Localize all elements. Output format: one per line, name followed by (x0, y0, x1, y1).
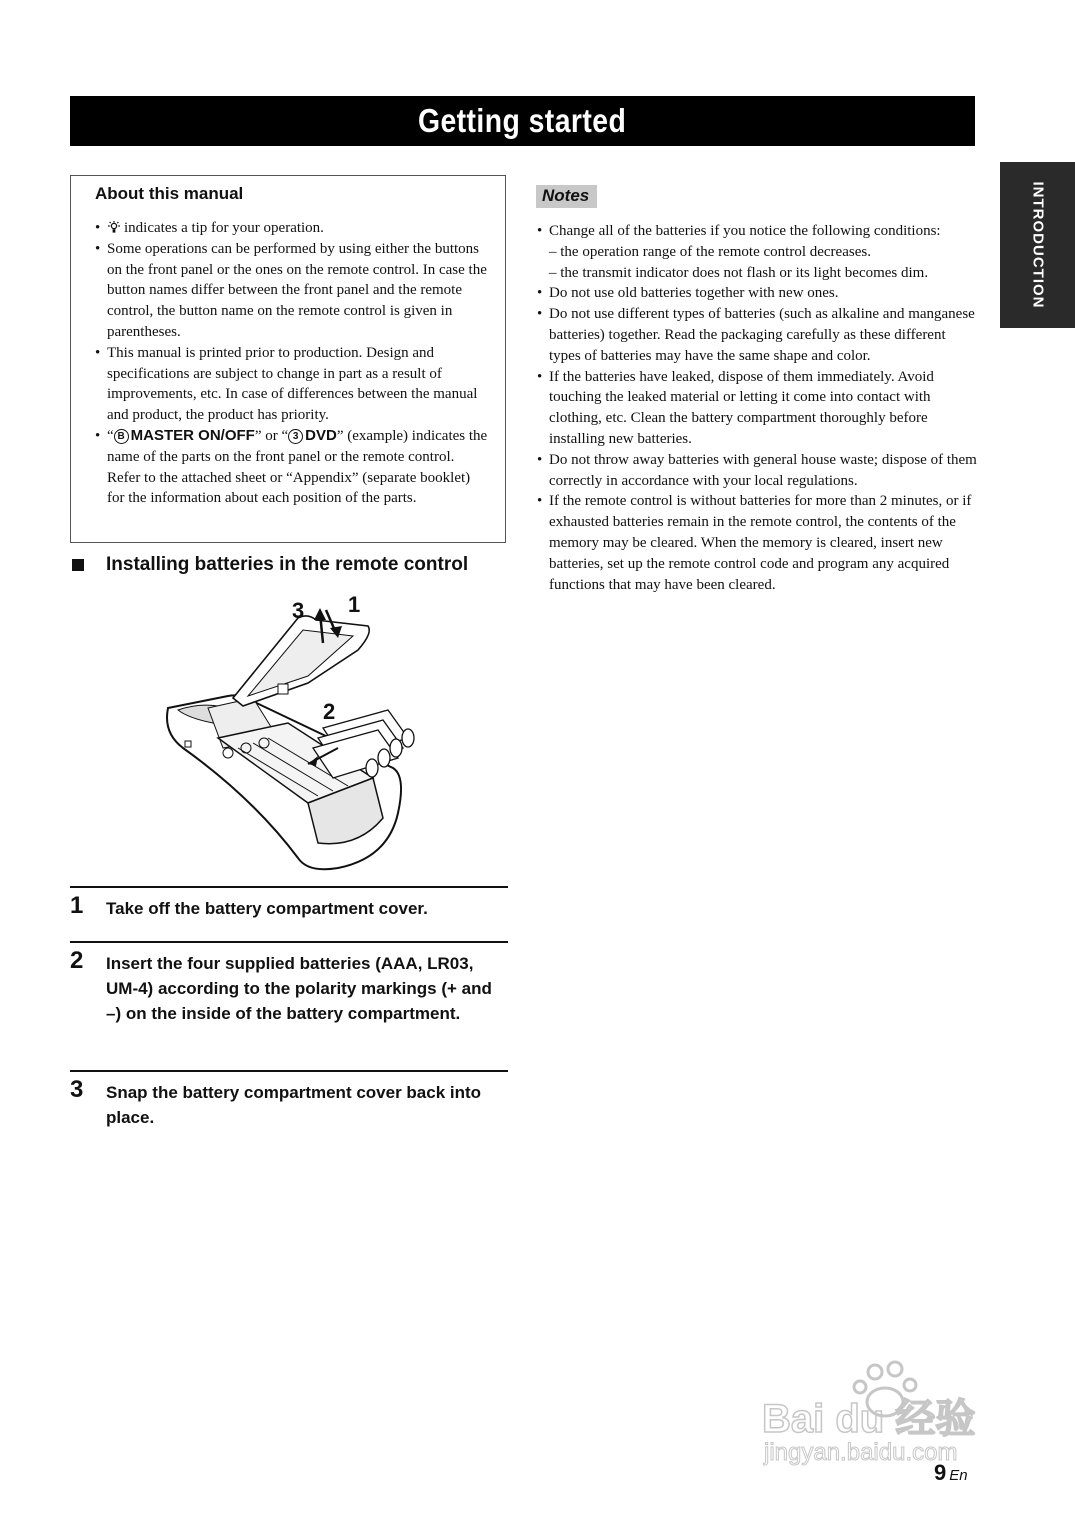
title-bar (70, 96, 975, 146)
baidu-watermark (760, 1357, 1010, 1467)
step-3 (70, 1070, 508, 1130)
notes-label: Notes (536, 185, 597, 208)
list-item: • Do not use old batteries together with new ones. (537, 283, 977, 304)
step-text: Take off the battery compartment cover. (106, 899, 428, 918)
list-item: • Do not throw away batteries with general house waste; dispose of them correctly in accordance with your local regulations. (537, 450, 977, 492)
page-number (934, 1460, 968, 1486)
quote-open: “ (107, 427, 114, 444)
list-item (95, 426, 491, 509)
page-number-value: 9 (934, 1460, 947, 1485)
tip-text: indicates a tip for your operation. (124, 220, 324, 236)
section-tab (1000, 162, 1075, 328)
note-subitem: – the transmit indicator does not flash or its light becomes dim. (549, 264, 929, 281)
notes-list-container (537, 221, 977, 595)
list-item: • If the remote control is without batteries for more than 2 minutes, or if exhausted batteries remain in the remote control, the contents of the memory may be cleared. When the memory is cleared, insert new batteries, set up the remote control code and program any acquired functions that may have been cleared. (537, 491, 977, 595)
step-text: Snap the battery compartment cover back into place. (106, 1083, 482, 1127)
list-item (537, 221, 977, 283)
notes-list (537, 221, 977, 595)
example-name-2: DVD (305, 426, 337, 444)
key-3-icon: 3 (288, 429, 303, 444)
step-1 (70, 886, 508, 921)
step-2 (70, 941, 508, 1026)
step-number: 3 (70, 1076, 84, 1103)
page-lang: En (949, 1467, 968, 1484)
key-b-icon: B (114, 429, 129, 444)
list-item: • Some operations can be performed by using either the buttons on the front panel or the ones on the remote control. In case the button names differ between the front panel and the remote control, the button name on the remote control is given in parentheses. (95, 239, 491, 343)
watermark-brand: Bai du 经验 (762, 1397, 976, 1441)
step-number: 2 (70, 947, 84, 974)
illus-label-1: 1 (348, 592, 361, 617)
about-manual-box (70, 175, 506, 543)
list-item: • This manual is printed prior to production. Design and specifications are subject to change in part as a result of improvements, etc. In case of differences between the manual and product, the product has priority. (95, 343, 491, 426)
step-text: Insert the four supplied batteries (AAA, LR03, UM-4) according to the polarity markings (+ and –) on the inside of the battery compartment. (106, 954, 492, 1023)
illus-label-3: 3 (292, 598, 305, 623)
illus-label-2: 2 (323, 699, 336, 724)
section-tab-label: INTRODUCTION (1029, 181, 1046, 309)
battery-installation-illustration (158, 588, 428, 873)
about-list (95, 218, 491, 509)
page-title: Getting started (418, 102, 627, 139)
note-text: Change all of the batteries if you notice the following conditions: (549, 223, 941, 239)
list-item: • If the batteries have leaked, dispose of them immediately. Avoid touching the leaked material or letting it come into contact with clothing, etc. Clean the battery compartment thoroughly before installing new batteries. (537, 367, 977, 450)
install-heading-text: Installing batteries in the remote control (106, 554, 469, 575)
tip-icon (107, 221, 121, 234)
square-bullet-icon (72, 559, 84, 571)
install-heading (72, 554, 468, 576)
example-connector: ” or “ (254, 427, 289, 444)
step-number: 1 (70, 892, 84, 919)
list-item (95, 218, 491, 239)
watermark-url: jingyan.baidu.com (764, 1439, 958, 1466)
note-subitem: – the operation range of the remote control decreases. (549, 243, 871, 260)
about-heading: About this manual (95, 184, 244, 203)
list-item: • Do not use different types of batteries (such as alkaline and manganese batteries) together. Read the packaging carefully as these different types of batteries may have the same shape and color. (537, 304, 977, 366)
example-name-1: MASTER ON/OFF (130, 426, 255, 444)
example-description: indicates the name of the parts on the front panel or the remote control. Refer to the attached sheet or “Appendix” (separate booklet) for the information about each position of the parts. (107, 427, 488, 507)
example-suffix: ” (example) (336, 427, 409, 444)
